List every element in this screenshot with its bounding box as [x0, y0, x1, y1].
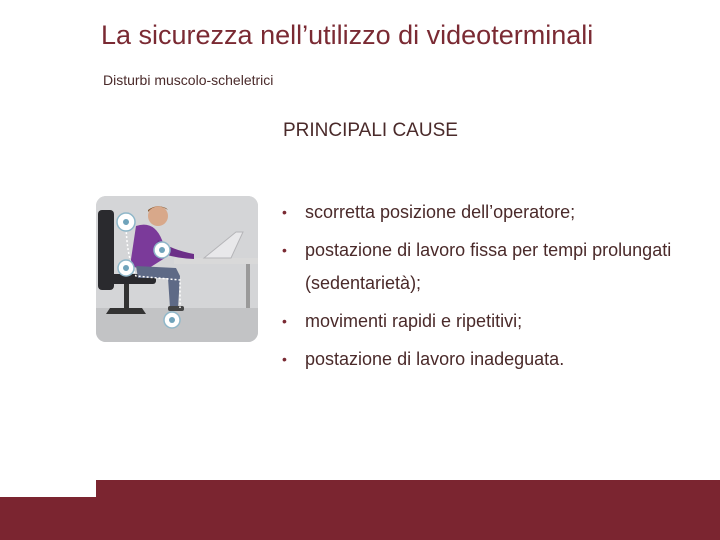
list-item	[282, 305, 682, 338]
list-item	[282, 343, 682, 376]
bullet-marker: •	[282, 242, 287, 258]
list-item-text: postazione di lavoro inadeguata.	[305, 349, 565, 369]
bullet-marker: •	[282, 204, 287, 220]
list-item-text: scorretta posizione dell’operatore;	[305, 202, 576, 222]
list-item-text: postazione di lavoro fissa per tempi prolungati (sedentarietà);	[305, 240, 672, 293]
bullet-marker: •	[282, 313, 287, 329]
causes-list	[282, 196, 682, 381]
section-heading: PRINCIPALI CAUSE	[283, 120, 458, 141]
slide-subtitle: Disturbi muscolo-scheletrici	[103, 72, 274, 88]
footer-bar-left	[0, 497, 96, 540]
list-item	[282, 196, 682, 229]
footer-bar	[96, 480, 720, 540]
ergonomics-photo	[96, 196, 258, 342]
list-item-text: movimenti rapidi e ripetitivi;	[305, 311, 523, 331]
slide-title: La sicurezza nell’utilizzo di videoterminali	[101, 20, 594, 50]
list-item	[282, 234, 682, 300]
bullet-marker: •	[282, 351, 287, 367]
ergonomics-illustration	[96, 196, 258, 342]
